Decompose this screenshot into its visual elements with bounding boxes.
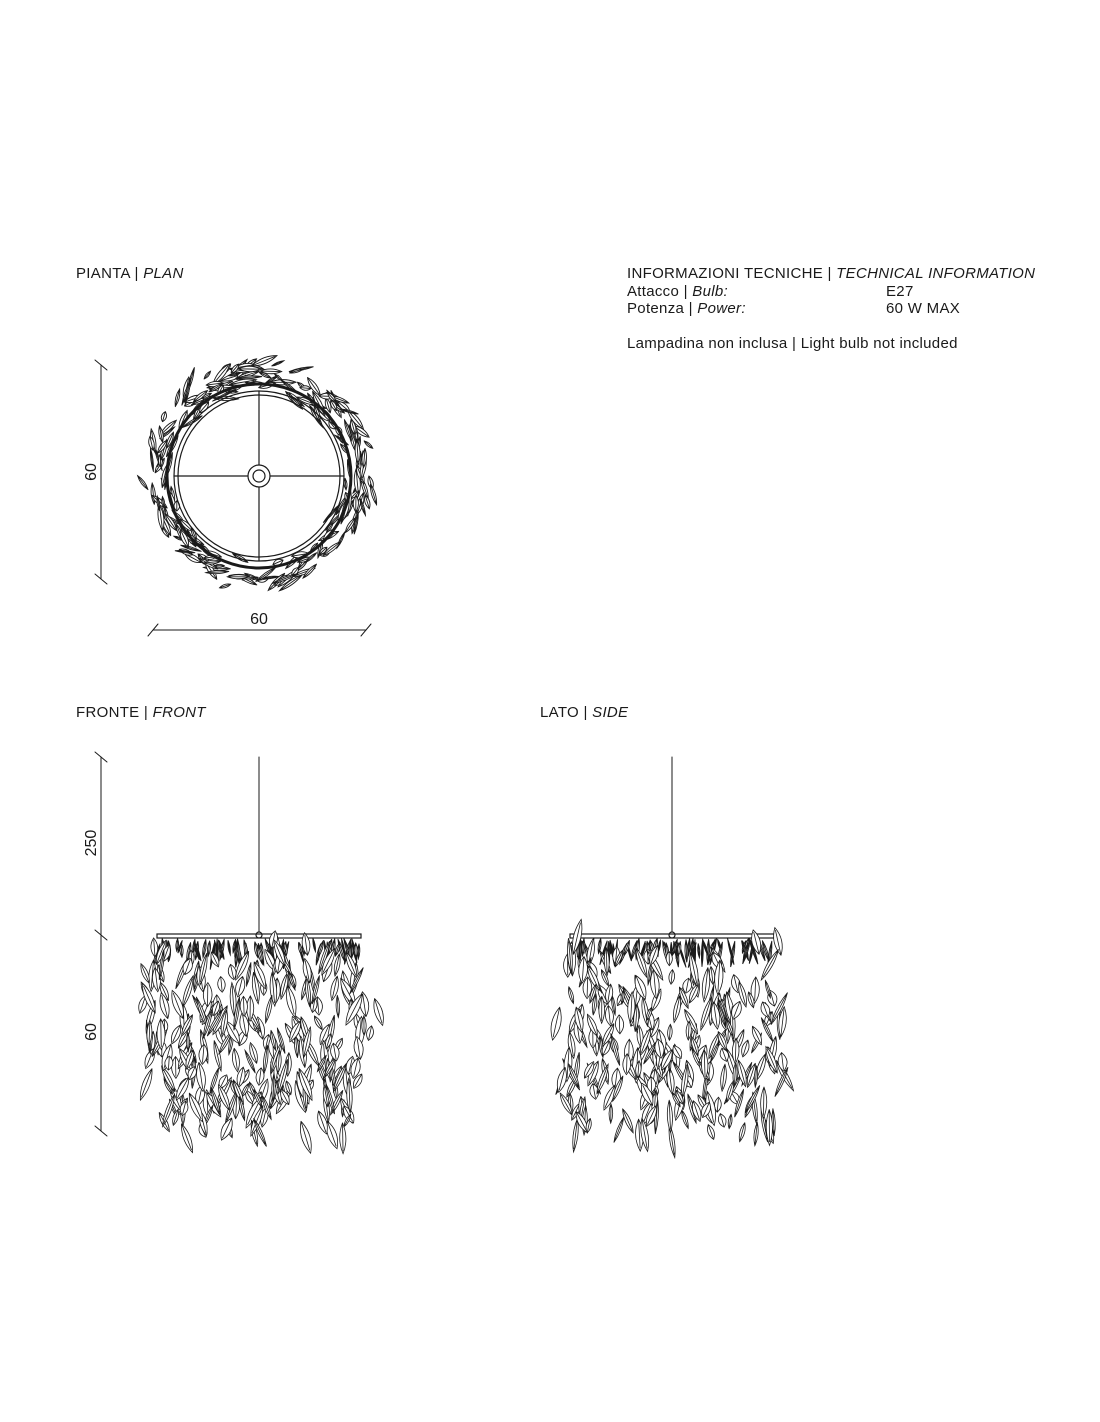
leaf-line	[363, 440, 374, 450]
leaf-line	[160, 411, 168, 422]
leaf-line	[227, 575, 249, 579]
plan-width-value: 60	[250, 611, 268, 628]
leaf-line	[214, 564, 224, 567]
leaf-line	[727, 1114, 733, 1129]
leaf-line	[336, 995, 340, 1017]
leaf-line	[339, 1123, 346, 1154]
front-cable-length-value: 250	[83, 829, 100, 857]
leaf-line	[195, 1062, 208, 1092]
leaf-line	[365, 1025, 375, 1041]
leaf-line	[137, 1067, 155, 1101]
leaf-line	[609, 1104, 613, 1123]
leaf-line	[149, 448, 154, 472]
leaf-line	[667, 1124, 677, 1158]
front-body-height-value: 60	[83, 1023, 100, 1041]
leaf-line	[178, 1123, 195, 1154]
leaf-line	[329, 975, 341, 1001]
leaf-line	[227, 940, 231, 955]
power-key: Potenza | Power:	[627, 300, 746, 317]
leaf-line	[231, 1048, 241, 1072]
leaf-line	[615, 1015, 624, 1034]
leaf-line	[312, 1015, 324, 1031]
front-dimension	[95, 752, 107, 1136]
leaf-line	[262, 1045, 269, 1074]
leaf-line	[705, 1124, 716, 1141]
leaf-line	[753, 1122, 759, 1146]
leaf-line	[232, 552, 249, 564]
plan-label: PIANTA | PLAN	[76, 265, 184, 282]
leaf-line	[609, 1033, 622, 1066]
leaf-line	[207, 941, 212, 957]
leaf-line	[680, 1110, 690, 1130]
leaf-line	[717, 1113, 728, 1129]
plan-height-value: 60	[83, 463, 100, 481]
leaf-line	[667, 1100, 674, 1133]
front-label: FRONTE | FRONT	[76, 704, 206, 721]
side-label: LATO | SIDE	[540, 704, 629, 721]
leaf-line	[271, 360, 284, 367]
leaf-line	[180, 975, 196, 1008]
leaf-line	[567, 986, 575, 1004]
tech-title: INFORMAZIONI TECNICHE | TECHNICAL INFORMATION	[627, 265, 1036, 282]
leaf-line	[156, 496, 161, 511]
leaf-line	[158, 426, 165, 443]
leaf-line	[667, 1024, 673, 1040]
leaf-line	[371, 997, 386, 1026]
leaf-line	[240, 996, 248, 1016]
leaf-line	[203, 370, 212, 380]
bulb-key: Attacco | Bulb:	[627, 282, 728, 300]
front-view-lamp	[136, 757, 386, 1154]
leaf-line	[668, 969, 675, 984]
leaf-line	[219, 583, 231, 590]
leaf-line	[312, 938, 316, 952]
leaf-line	[612, 1116, 625, 1143]
cable-holder	[669, 932, 675, 938]
power-value: 60 W MAX	[886, 300, 961, 317]
leaf-line	[297, 1120, 315, 1154]
leaf-line	[697, 944, 700, 958]
leaf-line	[737, 1122, 747, 1142]
leaf-line	[548, 1006, 564, 1041]
cable-holder	[256, 932, 262, 938]
leaf-line	[719, 1064, 727, 1092]
leaf-line	[685, 940, 689, 963]
leaf-line	[217, 976, 226, 992]
bulb-note: Lampadina non inclusa | Light bulb not included	[627, 334, 958, 352]
leaf-line	[136, 475, 149, 491]
side-view-lamp	[548, 757, 796, 1158]
bulb-value: E27	[886, 282, 914, 300]
leaf-line	[174, 389, 182, 407]
leaf-line	[157, 992, 171, 1020]
